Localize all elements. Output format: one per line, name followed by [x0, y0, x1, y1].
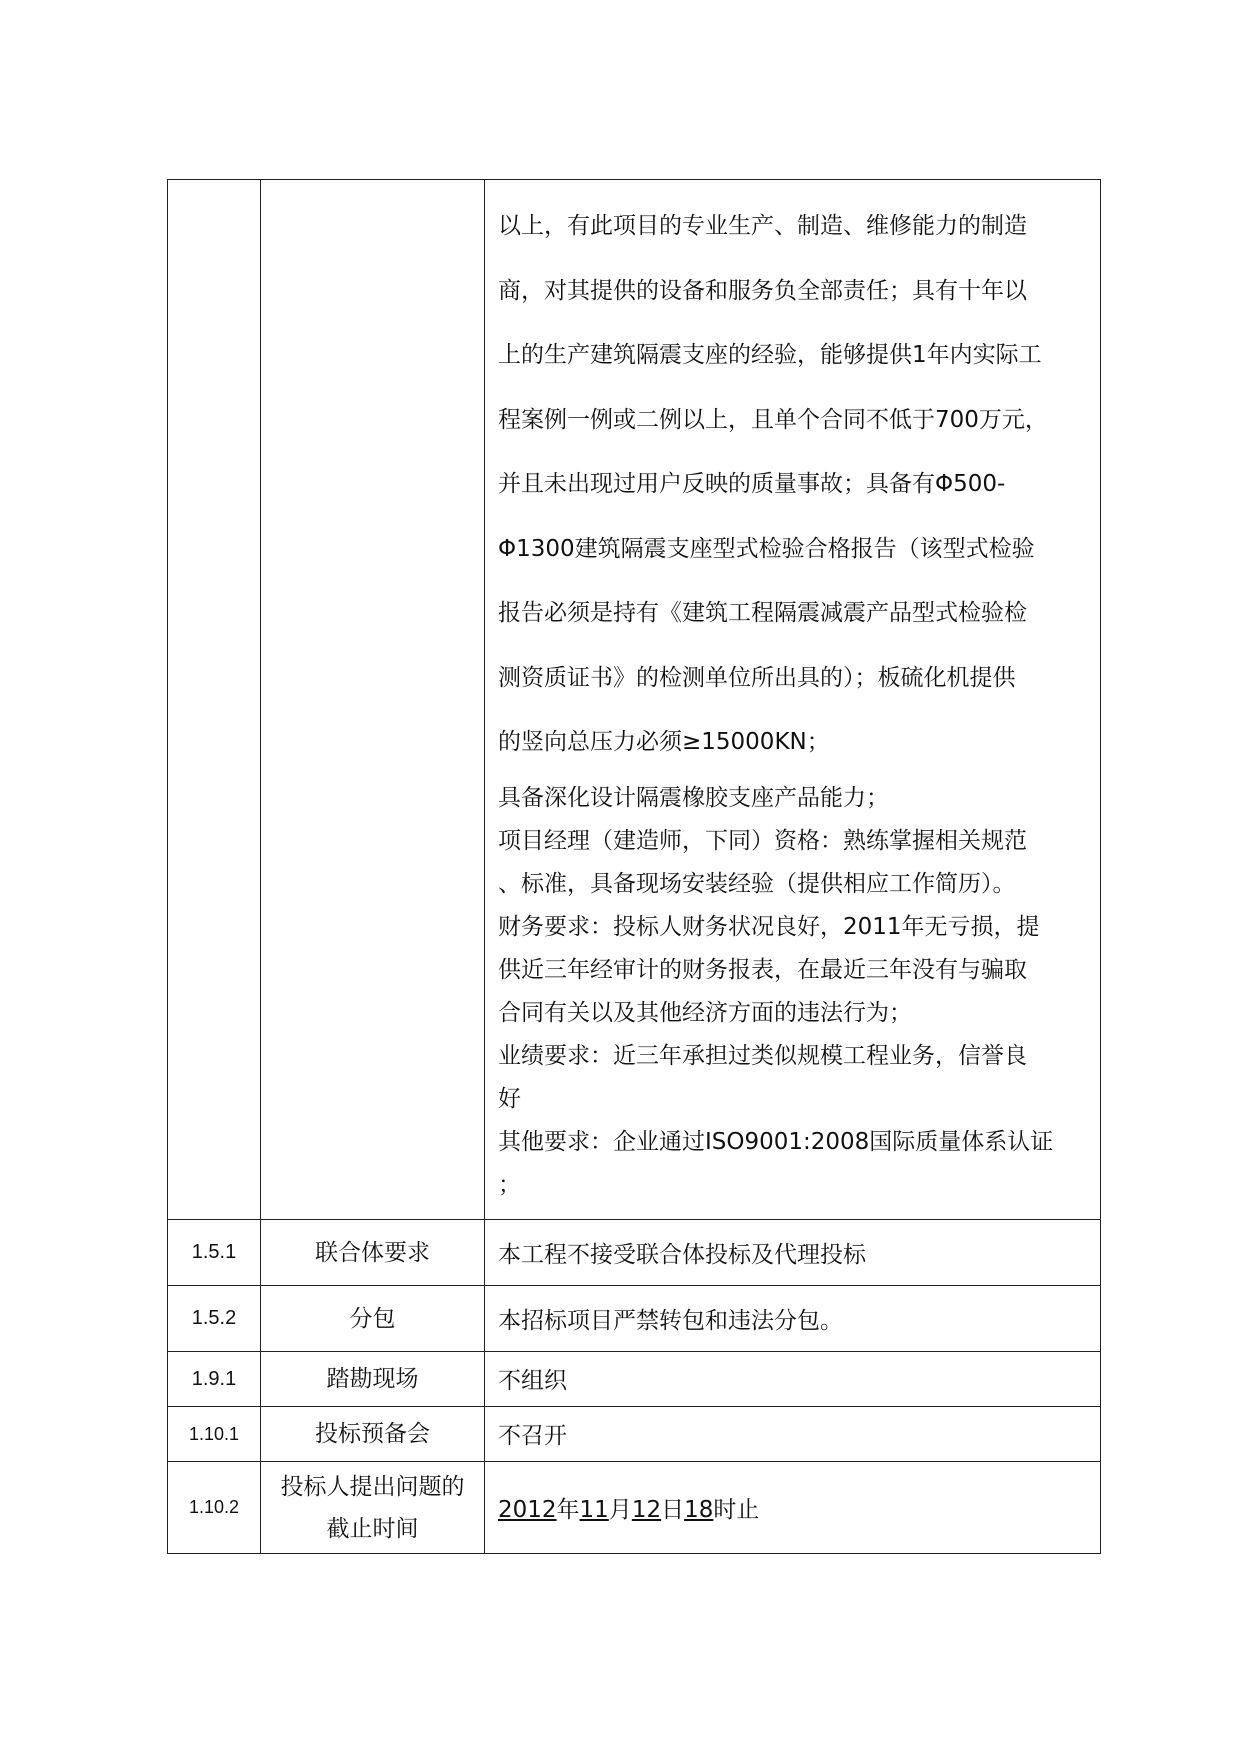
deadline-day: 12 — [631, 1497, 662, 1523]
requirement-line: 其他要求：企业通过ISO9001:2008国际质量体系认证 — [498, 1128, 1054, 1155]
clause-name: 联合体要求 — [261, 1220, 485, 1286]
deadline-day-unit: 日 — [661, 1497, 685, 1523]
requirement-line: 好 — [498, 1085, 521, 1112]
requirement-line: 供近三年经审计的财务报表，在最近三年没有与骗取 — [498, 956, 1027, 983]
requirement-line: ； — [498, 1171, 521, 1198]
requirement-line: 、标准，具备现场安装经验（提供相应工作简历）。 — [498, 870, 1016, 897]
clause-name — [261, 1462, 485, 1554]
requirement-line: 的竖向总压力必须≥15000KN； — [498, 729, 830, 756]
deadline-month-unit: 月 — [608, 1497, 632, 1523]
clause-name: 踏勘现场 — [261, 1352, 485, 1407]
deadline-year-unit: 年 — [556, 1497, 580, 1523]
clause-name-line: 投标人提出问题的 — [280, 1473, 465, 1500]
requirement-line: 报告必须是持有《建筑工程隔震减震产品型式检验检 — [498, 600, 1027, 627]
requirement-line: 以上，有此项目的专业生产、制造、维修能力的制造 — [498, 213, 1027, 240]
table-row-qualification — [168, 180, 1101, 1220]
clause-number: 1.10.1 — [168, 1407, 261, 1462]
deadline-value — [485, 1462, 1101, 1554]
clause-name: 投标预备会 — [261, 1407, 485, 1462]
table-row — [168, 1220, 1101, 1286]
table-row — [168, 1286, 1101, 1352]
clause-content: 不组织 — [485, 1352, 1101, 1407]
clause-number: 1.9.1 — [168, 1352, 261, 1407]
table-row — [168, 1462, 1101, 1554]
requirement-line: Φ1300建筑隔震支座型式检验合格报告（该型式检验 — [498, 535, 1035, 562]
clause-name-line: 截止时间 — [326, 1515, 419, 1542]
deadline-year: 2012 — [498, 1497, 557, 1523]
clause-number: 1.5.1 — [168, 1220, 261, 1286]
cell-num-empty — [168, 180, 261, 1220]
table-row — [168, 1407, 1101, 1462]
requirement-line: 业绩要求：近三年承担过类似规模工程业务，信誉良 — [498, 1042, 1027, 1069]
cell-name-empty — [261, 180, 485, 1220]
requirement-line: 具备深化设计隔震橡胶支座产品能力； — [498, 784, 889, 811]
requirement-line: 项目经理（建造师，下同）资格：熟练掌握相关规范 — [498, 827, 1027, 854]
deadline-month: 11 — [579, 1497, 609, 1523]
deadline-hour-unit: 时止 — [713, 1497, 760, 1523]
clause-number: 1.10.2 — [168, 1462, 261, 1554]
table-row — [168, 1352, 1101, 1407]
requirement-line: 合同有关以及其他经济方面的违法行为； — [498, 999, 912, 1026]
clause-content: 本招标项目严禁转包和违法分包。 — [485, 1286, 1101, 1352]
requirement-line: 商，对其提供的设备和服务负全部责任；具有十年以 — [498, 277, 1027, 304]
clause-number: 1.5.2 — [168, 1286, 261, 1352]
requirement-line: 并且未出现过用户反映的质量事故；具备有Φ500- — [498, 471, 1006, 498]
requirement-line: 财务要求：投标人财务状况良好，2011年无亏损，提 — [498, 913, 1040, 940]
clause-content: 不召开 — [485, 1407, 1101, 1462]
deadline-hour: 18 — [684, 1497, 714, 1523]
requirement-line: 程案例一例或二例以上，且单个合同不低于700万元， — [498, 406, 1048, 433]
bid-data-table — [167, 179, 1101, 1554]
requirement-line: 测资质证书》的检测单位所出具的）；板硫化机提供 — [498, 664, 1016, 691]
clause-name: 分包 — [261, 1286, 485, 1352]
requirement-line: 上的生产建筑隔震支座的经验，能够提供1年内实际工 — [498, 342, 1042, 369]
qualification-requirements-cell — [485, 180, 1101, 1220]
clause-content: 本工程不接受联合体投标及代理投标 — [485, 1220, 1101, 1286]
